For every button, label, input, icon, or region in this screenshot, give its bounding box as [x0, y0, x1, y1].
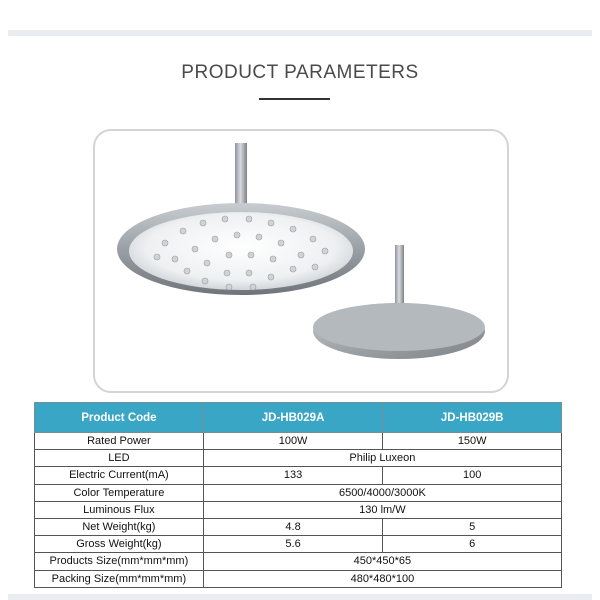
row-label: Color Temperature: [35, 484, 204, 501]
cell-value: 5.6: [203, 536, 383, 553]
top-divider: [8, 30, 592, 36]
cell-value: 133: [203, 467, 383, 484]
product-image: [93, 129, 509, 393]
cell-value: 5: [383, 518, 562, 535]
cell-value: 6500/4000/3000K: [203, 484, 561, 501]
row-label: Packing Size(mm*mm*mm): [35, 570, 204, 587]
header-model-b: JD-HB029B: [383, 403, 562, 433]
cell-value: 100W: [203, 433, 383, 450]
table-row: [35, 433, 562, 450]
cell-value: 450*450*65: [203, 553, 561, 570]
row-label: Gross Weight(kg): [35, 536, 204, 553]
title-underline: [259, 98, 330, 100]
table-row: [35, 450, 562, 467]
cell-value: 100: [383, 467, 562, 484]
header-model-a: JD-HB029A: [203, 403, 383, 433]
table-header-row: [35, 403, 562, 433]
header-product-code: Product Code: [35, 403, 204, 433]
cell-value: 6: [383, 536, 562, 553]
row-label: Luminous Flux: [35, 501, 204, 518]
row-label: Rated Power: [35, 433, 204, 450]
table-row: [35, 553, 562, 570]
cell-value: Philip Luxeon: [203, 450, 561, 467]
cell-value: 130 lm/W: [203, 501, 561, 518]
page-title: PRODUCT PARAMETERS: [181, 62, 419, 83]
table-row: [35, 518, 562, 535]
table-row: [35, 570, 562, 587]
parameters-table: [34, 402, 562, 588]
table-row: [35, 501, 562, 518]
table-row: [35, 467, 562, 484]
cell-value: 4.8: [203, 518, 383, 535]
row-label: Products Size(mm*mm*mm): [35, 553, 204, 570]
cell-value: 150W: [383, 433, 562, 450]
top-band: [0, 0, 600, 30]
row-label: Net Weight(kg): [35, 518, 204, 535]
bottom-divider: [8, 594, 592, 600]
row-label: Electric Current(mA): [35, 467, 204, 484]
table-row: [35, 484, 562, 501]
table-row: [35, 536, 562, 553]
cell-value: 480*480*100: [203, 570, 561, 587]
row-label: LED: [35, 450, 204, 467]
